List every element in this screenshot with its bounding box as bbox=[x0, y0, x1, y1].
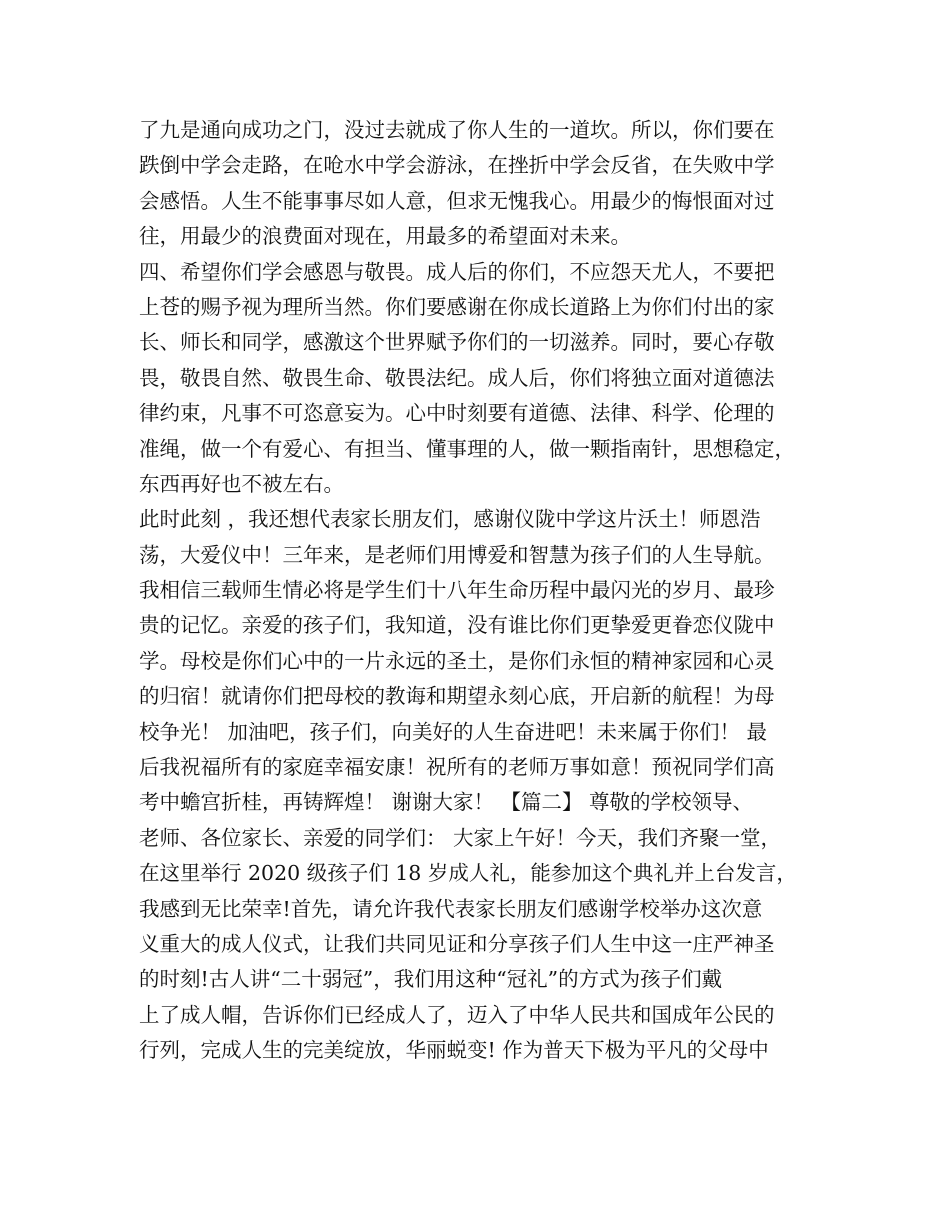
text-line: 会感悟。人生不能事事尽如人意，但求无愧我心。用最少的悔恨面对过 bbox=[139, 188, 775, 213]
text-line: 老师、各位家长、亲爱的同学们： 大家上午好！今天，我们齐聚一堂， bbox=[139, 825, 782, 850]
text-line: 我感到无比荣幸!首先，请允许我代表家长朋友们感谢学校举办这次意 bbox=[139, 896, 763, 921]
text-line: 四、希望你们学会感恩与敬畏。成人后的你们，不应怨天尤人，不要把 bbox=[139, 259, 775, 284]
text-line: 的时刻!古人讲“二十弱冠”，我们用这种“冠礼”的方式为孩子们戴 bbox=[139, 967, 723, 992]
text-line: 律约束，凡事不可恣意妄为。心中时刻要有道德、法律、科学、伦理的 bbox=[139, 401, 775, 426]
text-line: 校争光！ 加油吧，孩子们，向美好的人生奋进吧！未来属于你们！ 最 bbox=[139, 719, 768, 744]
text-line: 的归宿！就请你们把母校的教诲和期望永刻心底，开启新的航程！为母 bbox=[139, 684, 775, 709]
text-line: 在这里举行 2020 级孩子们 18 岁成人礼，能参加这个典礼并上台发言， bbox=[139, 861, 797, 886]
body-text bbox=[139, 113, 839, 1069]
text-line: 义重大的成人仪式，让我们共同见证和分享孩子们人生中这一庄严神圣 bbox=[139, 931, 775, 956]
text-line: 此时此刻 ，我还想代表家长朋友们，感谢仪陇中学这片沃土！师恩浩 bbox=[139, 507, 761, 532]
text-line: 东西再好也不被左右。 bbox=[139, 471, 344, 496]
text-line: 后我祝福所有的家庭幸福安康！祝所有的老师万事如意！预祝同学们高 bbox=[139, 755, 775, 780]
text-line: 上苍的赐予视为理所当然。你们要感谢在你成长道路上为你们付出的家 bbox=[139, 294, 775, 319]
text-line: 我相信三载师生情必将是学生们十八年生命历程中最闪光的岁月、最珍 bbox=[139, 578, 775, 603]
text-line: 考中蟾宫折桂，再铸辉煌！ 谢谢大家！ 【篇二】 尊敬的学校领导、 bbox=[139, 790, 754, 815]
text-line: 了九是通向成功之门，没过去就成了你人生的一道坎。所以，你们要在 bbox=[139, 118, 775, 142]
text-line: 上了成人帽，告诉你们已经成人了，迈入了中华人民共和国成年公民的 bbox=[139, 1002, 775, 1027]
text-line: 行列，完成人生的完美绽放，华丽蜕变! 作为普天下极为平凡的父母中 bbox=[139, 1038, 769, 1063]
text-line: 跌倒中学会走路，在呛水中学会游泳，在挫折中学会反省，在失败中学 bbox=[139, 153, 775, 178]
text-line: 往，用最少的浪费面对现在，用最多的希望面对未来。 bbox=[139, 224, 631, 249]
text-line: 长、师长和同学，感激这个世界赋予你们的一切滋养。同时，要心存敬 bbox=[139, 330, 775, 355]
text-line: 学。母校是你们心中的一片永远的圣土，是你们永恒的精神家园和心灵 bbox=[139, 648, 775, 673]
text-line: 畏，敬畏自然、敬畏生命、敬畏法纪。成人后，你们将独立面对道德法 bbox=[139, 365, 775, 390]
text-line: 准绳，做一个有爱心、有担当、懂事理的人，做一颗指南针，思想稳定， bbox=[139, 436, 795, 461]
text-line: 荡，大爱仪中！三年来，是老师们用博爱和智慧为孩子们的人生导航。 bbox=[139, 542, 775, 567]
text-line: 贵的记忆。亲爱的孩子们，我知道，没有谁比你们更挚爱更眷恋仪陇中 bbox=[139, 613, 775, 638]
